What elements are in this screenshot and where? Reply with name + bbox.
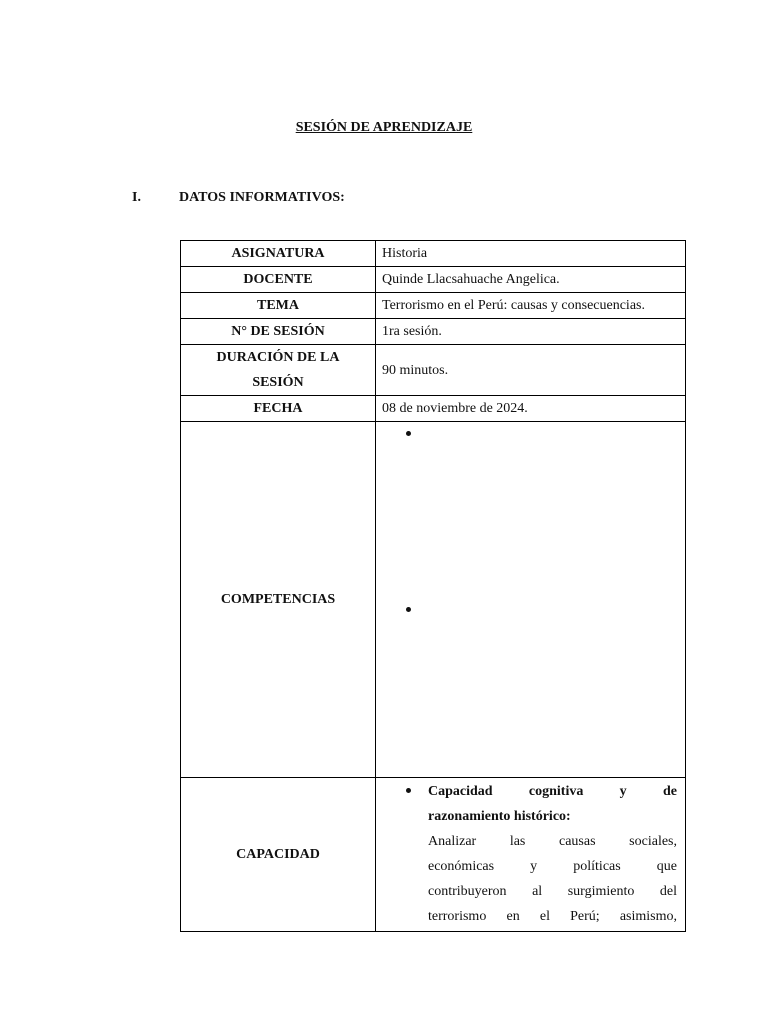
capacidad-heading-line2: razonamiento histórico: <box>428 809 571 824</box>
info-table <box>180 240 686 932</box>
document-title: SESIÓN DE APRENDIZAJE <box>295 120 473 135</box>
row-label-asignatura: ASIGNATURA <box>181 241 376 267</box>
row-label-tema: TEMA <box>181 293 376 319</box>
capacidad-content <box>428 779 677 929</box>
row-label-duracion <box>181 345 376 396</box>
section-title: DATOS INFORMATIVOS: <box>179 190 345 205</box>
row-label-competencias: COMPETENCIAS <box>181 422 376 778</box>
row-value-sesion: 1ra sesión. <box>376 319 686 345</box>
capacidad-text-line: económicas y políticas que <box>428 859 677 874</box>
table-row <box>181 267 686 293</box>
row-value-asignatura: Historia <box>376 241 686 267</box>
table-row <box>181 422 686 778</box>
section-number: I. <box>132 190 141 205</box>
row-label-capacidad: CAPACIDAD <box>181 778 376 932</box>
table-row <box>181 345 686 396</box>
row-label-docente: DOCENTE <box>181 267 376 293</box>
row-value-competencias <box>376 422 686 778</box>
row-value-tema: Terrorismo en el Perú: causas y consecuencias. <box>376 293 686 319</box>
capacidad-text-line: contribuyeron al surgimiento del <box>428 884 677 899</box>
row-label-duracion-line2: SESIÓN <box>252 375 304 390</box>
table-row <box>181 293 686 319</box>
row-value-docente: Quinde Llacsahuache Angelica. <box>376 267 686 293</box>
bullet-icon <box>406 607 411 612</box>
capacidad-heading-line1: Capacidad cognitiva y de <box>428 784 677 799</box>
capacidad-text-line: Analizar las causas sociales, <box>428 834 677 849</box>
row-label-duracion-line1: DURACIÓN DE LA <box>216 350 340 365</box>
row-value-capacidad <box>376 778 686 932</box>
bullet-icon <box>406 431 411 436</box>
section-heading <box>132 190 345 206</box>
row-label-sesion: N° DE SESIÓN <box>181 319 376 345</box>
row-label-fecha: FECHA <box>181 396 376 422</box>
bullet-icon <box>406 788 411 793</box>
table-row <box>181 319 686 345</box>
row-value-duracion: 90 minutos. <box>376 345 686 396</box>
table-row <box>181 241 686 267</box>
row-value-fecha: 08 de noviembre de 2024. <box>376 396 686 422</box>
table-row <box>181 396 686 422</box>
table-row <box>181 778 686 932</box>
capacidad-text-line: terrorismo en el Perú; asimismo, <box>428 909 677 924</box>
